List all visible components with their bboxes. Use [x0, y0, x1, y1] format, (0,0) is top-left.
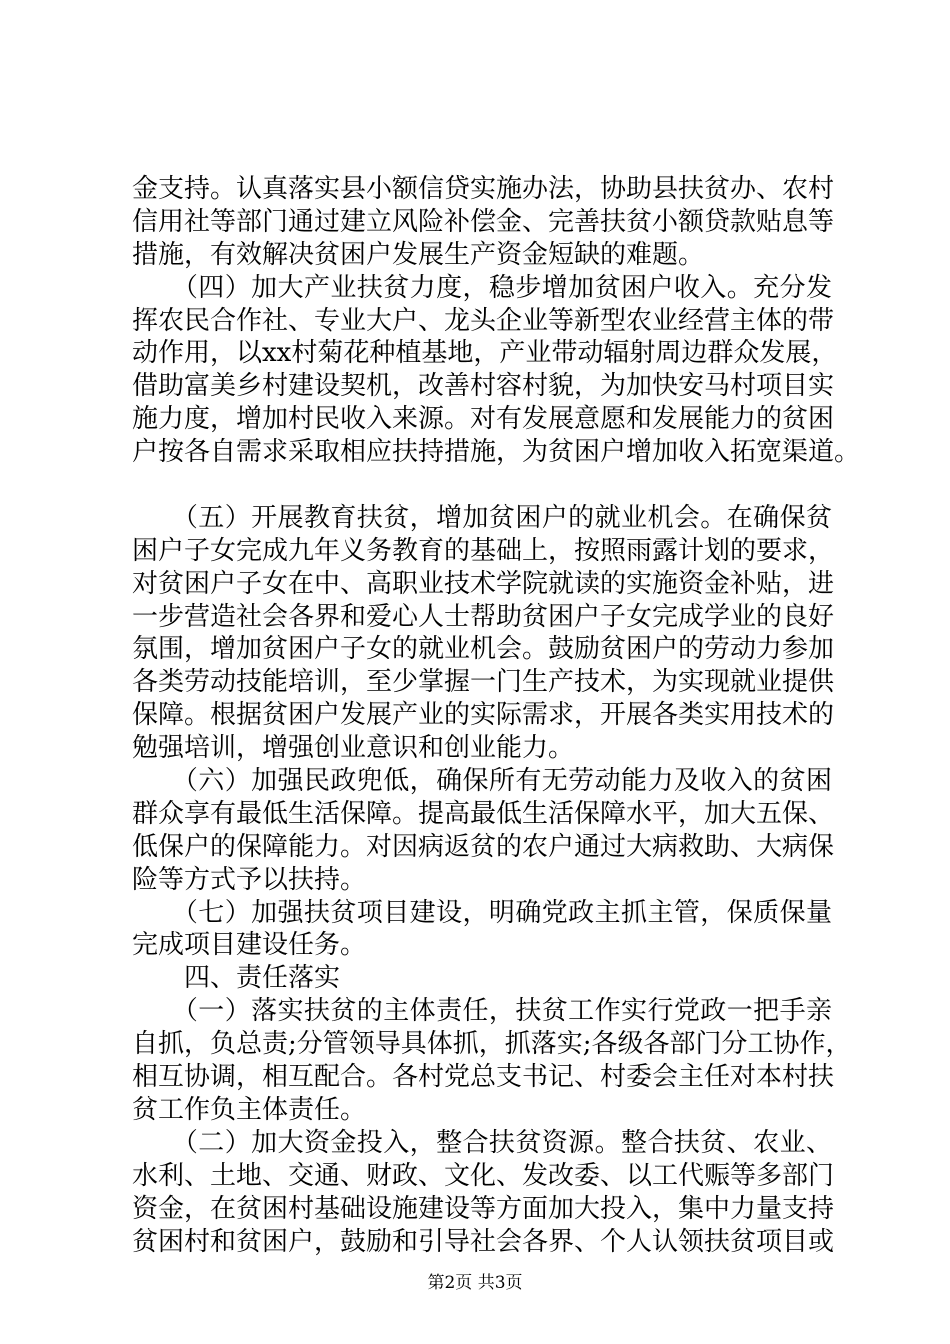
text-line: 勉强培训，增强创业意识和创业能力。 — [132, 733, 575, 764]
text-line: 水利、土地、交通、财政、文化、发改委、以工代赈等多部门 — [132, 1160, 835, 1191]
text-line: 四、责任落实 — [132, 963, 341, 994]
text-line: 保障。根据贫困户发展产业的实际需求，开展各类实用技术的 — [132, 700, 835, 731]
text-line: 险等方式予以扶持。 — [132, 864, 367, 895]
text-line: （一）落实扶贫的主体责任，扶贫工作实行党政一把手亲 — [132, 996, 832, 1027]
text-line: 贫困村和贫困户，鼓励和引导社会各界、个人认领扶贫项目或 — [132, 1226, 835, 1257]
text-line: 群众享有最低生活保障。提高最低生活保障水平，加大五保、 — [132, 798, 835, 829]
page-number-footer: 第2页 共3页 — [427, 1273, 523, 1293]
text-line: 措施，有效解决贫困户发展生产资金短缺的难题。 — [132, 239, 705, 270]
text-line: 一步营造社会各界和爱心人士帮助贫困户子女完成学业的良好 — [132, 601, 835, 632]
text-line: 完成项目建设任务。 — [132, 930, 367, 961]
text-line: 户按各自需求采取相应扶持措施，为贫困户增加收入拓宽渠道。 — [132, 437, 861, 468]
text-line: 氛围，增加贫困户子女的就业机会。鼓励贫困户的劳动力参加 — [132, 634, 835, 665]
text-line: 借助富美乡村建设契机，改善村容村貌，为加快安马村项目实 — [132, 371, 835, 402]
text-line: 施力度，增加村民收入来源。对有发展意愿和发展能力的贫困 — [132, 404, 835, 435]
text-line: （五）开展教育扶贫，增加贫困户的就业机会。在确保贫 — [132, 502, 832, 533]
paragraph-spacer — [132, 469, 832, 502]
text-line: （四）加大产业扶贫力度，稳步增加贫困户收入。充分发 — [132, 272, 832, 303]
text-line: 自抓，负总责;分管领导具体抓，抓落实;各级各部门分工协作， — [132, 1029, 852, 1060]
text-line: 资金，在贫困村基础设施建设等方面加大投入，集中力量支持 — [132, 1193, 835, 1224]
text-line: 动作用，以xx村菊花种植基地，产业带动辐射周边群众发展， — [132, 338, 838, 369]
text-line: （六）加强民政兜低，确保所有无劳动能力及收入的贫困 — [132, 766, 832, 797]
text-line: 困户子女完成九年义务教育的基础上，按照雨露计划的要求， — [132, 535, 835, 566]
text-line: 低保户的保障能力。对因病返贫的农户通过大病救助、大病保 — [132, 831, 835, 862]
text-line: 相互协调，相互配合。各村党总支书记、村委会主任对本村扶 — [132, 1062, 835, 1093]
document-body — [132, 173, 861, 1258]
text-line: （二）加大资金投入，整合扶贫资源。整合扶贫、农业、 — [132, 1127, 832, 1158]
text-line: 信用社等部门通过建立风险补偿金、完善扶贫小额贷款贴息等 — [132, 206, 835, 237]
text-line: 各类劳动技能培训，至少掌握一门生产技术，为实现就业提供 — [132, 667, 835, 698]
text-line: 挥农民合作社、专业大户、龙头企业等新型农业经营主体的带 — [132, 305, 835, 336]
text-line: 金支持。认真落实县小额信贷实施办法，协助县扶贫办、农村 — [132, 174, 835, 204]
text-line: 对贫困户子女在中、高职业技术学院就读的实施资金补贴，进 — [132, 568, 835, 599]
text-line: 贫工作负主体责任。 — [132, 1094, 367, 1125]
text-line: （七）加强扶贫项目建设，明确党政主抓主管，保质保量 — [132, 897, 832, 928]
